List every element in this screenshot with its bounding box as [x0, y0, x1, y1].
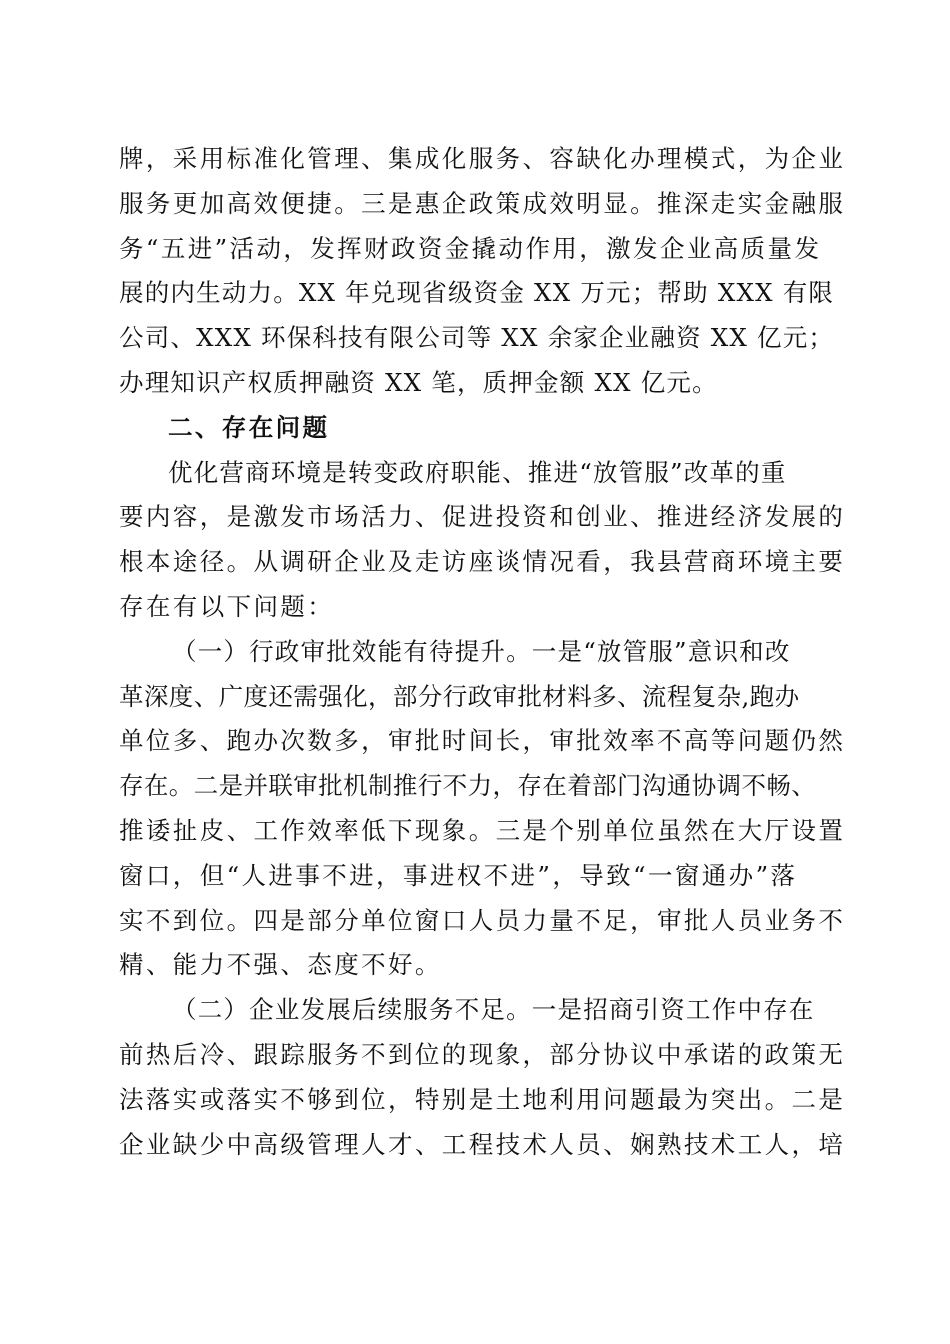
- text-line: 服务更加高效便捷。三是惠企政策成效明显。推深走实金融服: [119, 188, 846, 218]
- subheading-line: （一）行政审批效能有待提升。一是“放管服”意识和改: [172, 636, 791, 666]
- text-line: 务“五进”活动，发挥财政资金撬动作用，激发企业高质量发: [119, 233, 822, 263]
- document-body: [119, 137, 846, 1167]
- text-line: 法落实或落实不够到位，特别是土地利用问题最为突出。二是: [119, 1084, 846, 1114]
- text-line: 办理知识产权质押融资 XX 笔，质押金额 XX 亿元。: [119, 367, 718, 397]
- text-line: 精、能力不强、态度不好。: [119, 950, 442, 980]
- text-line: 前热后冷、跟踪服务不到位的现象，部分协议中承诺的政策无: [119, 1039, 846, 1069]
- text-line: 要内容，是激发市场活力、促进投资和创业、推进经济发展的: [119, 502, 846, 532]
- text-line: 企业缺少中高级管理人才、工程技术人员、娴熟技术工人，培: [119, 1129, 846, 1159]
- text-line: 公司、XXX 环保科技有限公司等 XX 余家企业融资 XX 亿元；: [119, 323, 835, 353]
- text-line: 窗口，但“人进事不进，事进权不进”，导致“一窗通办”落: [119, 860, 798, 890]
- text-line: 存在。二是并联审批机制推行不力，存在着部门沟通协调不畅、: [119, 771, 817, 801]
- text-line: 根本途径。从调研企业及走访座谈情况看，我县营商环境主要: [119, 547, 846, 577]
- text-line: 牌，采用标准化管理、集成化服务、容缺化办理模式，为企业: [119, 144, 846, 173]
- subheading-line: （二）企业发展后续服务不足。一是招商引资工作中存在: [172, 995, 815, 1025]
- text-line: 革深度、广度还需强化，部分行政审批材料多、流程复杂,跑办: [119, 681, 800, 711]
- section-heading: 二、存在问题: [168, 412, 330, 442]
- text-line: 推诿扯皮、工作效率低下现象。三是个别单位虽然在大厅设置: [119, 815, 846, 845]
- text-line: 实不到位。四是部分单位窗口人员力量不足，审批人员业务不: [119, 905, 846, 935]
- text-line: 存在有以下问题：: [119, 591, 335, 621]
- paragraph-first-line: 优化营商环境是转变政府职能、推进“放管服”改革的重: [168, 457, 787, 487]
- text-line: 展的内生动力。XX 年兑现省级资金 XX 万元；帮助 XXX 有限: [119, 278, 835, 308]
- text-line: 单位多、跑办次数多，审批时间长，审批效率不高等问题仍然: [119, 726, 846, 756]
